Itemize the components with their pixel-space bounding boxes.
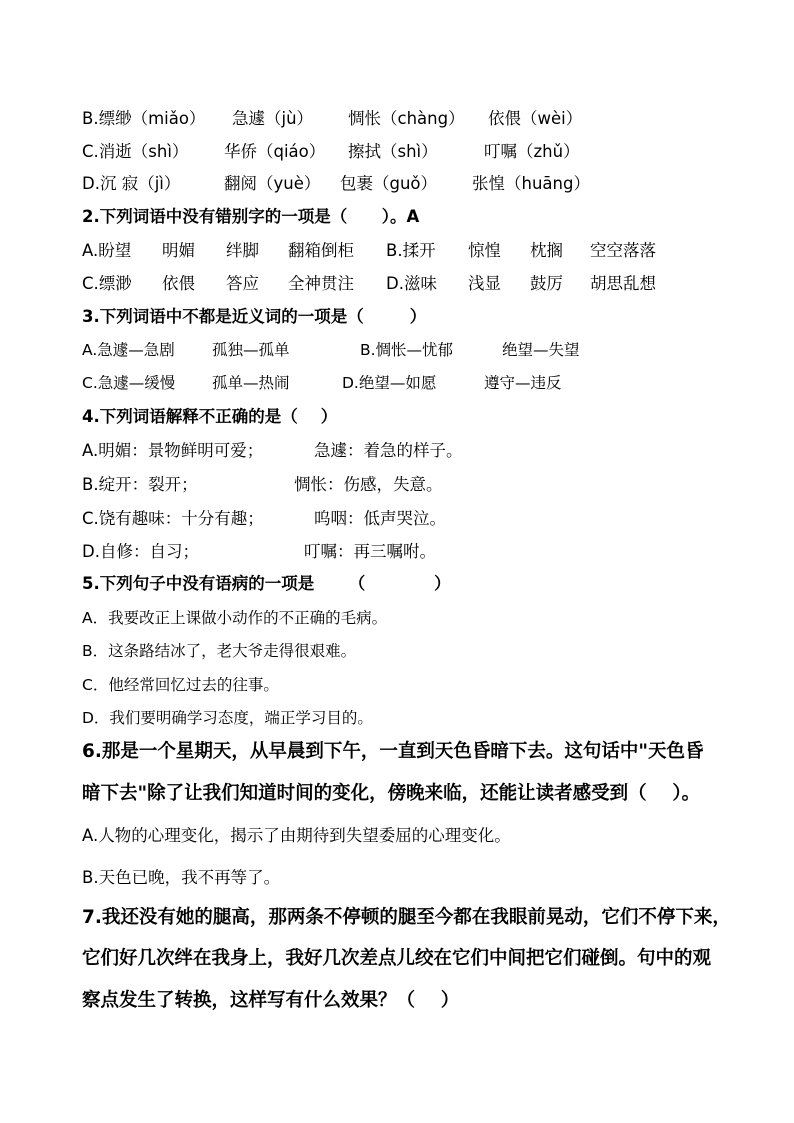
definition-item: C.饶有趣味：十分有趣； [82, 509, 264, 528]
word-pair: B.惆怅—忧郁 [360, 341, 454, 359]
definition-item: 呜咽：低声哭泣。 [314, 509, 446, 528]
question-7-line-1: 7.我还没有她的腿高，那两条不停顿的腿至今都在我眼前晃动，它们不停下来， [82, 907, 731, 928]
definition-item: 急遽：着急的样子。 [314, 441, 463, 460]
q5-option-c: C．他经常回忆过去的往事。 [82, 676, 279, 694]
pinyin-item: D.沉 寂（jì） [82, 174, 181, 193]
q5-option-b: B．这条路结冰了，老大爷走得很艰难。 [82, 642, 357, 660]
word-item: 空空落落 [590, 241, 656, 260]
word-pair: C.急遽—缓慢 [82, 374, 176, 392]
question-5: 5.下列句子中没有语病的一项是 （ ） [82, 574, 451, 593]
question-3: 3.下列词语中不都是近义词的一项是（ ） [82, 307, 427, 326]
question-7-line-3: 察点发生了转换，这样写有什么效果？（ ） [82, 990, 460, 1011]
word-item: 绊脚 [226, 241, 259, 260]
definition-item: B.绽开：裂开； [82, 475, 198, 494]
question-6-line-1: 6.那是一个星期天，从早晨到下午，一直到天色昏暗下去。这句话中"天色昏 [82, 741, 704, 762]
word-item: 翻箱倒柜 [288, 241, 354, 260]
definition-item: 叮嘱：再三嘱咐。 [304, 542, 436, 561]
definition-item: 惆怅：伤感，失意。 [294, 475, 443, 494]
pinyin-item: 叮嘱（zhǔ） [484, 142, 580, 161]
pinyin-item: 翻阅（yuè） [224, 174, 321, 193]
word-item: 枕搁 [530, 241, 563, 260]
q5-option-a: A．我要改正上课做小动作的不正确的毛病。 [82, 609, 388, 627]
word-item: A.盼望 [82, 241, 132, 260]
word-item: C.缥渺 [82, 274, 132, 293]
pinyin-item: 依偎（wèi） [488, 109, 583, 128]
definition-item: D.自修：自习； [82, 542, 199, 561]
q6-option-a: A.人物的心理变化，揭示了由期待到失望委屈的心理变化。 [82, 826, 511, 845]
word-pair: 孤单—热闹 [212, 374, 290, 392]
pinyin-item: 张惶（huāng） [472, 174, 590, 193]
word-pair: 孤独—孤单 [212, 341, 290, 359]
word-item: 依偎 [162, 274, 195, 293]
pinyin-item: B.缥缈（miǎo） [82, 109, 206, 128]
word-item: 浅显 [468, 274, 501, 293]
word-item: 惊惶 [468, 241, 501, 260]
definition-item: A.明媚：景物鲜明可爱； [82, 441, 264, 460]
q6-option-b: B.天色已晚，我不再等了。 [82, 868, 281, 887]
question-7-line-2: 它们好几次绊在我身上，我好几次差点儿绞在它们中间把它们碰倒。句中的观 [82, 948, 712, 969]
word-pair: 绝望—失望 [502, 341, 580, 359]
word-item: B.揉开 [386, 241, 436, 260]
pinyin-item: 包裹（guǒ） [340, 174, 438, 193]
word-item: 鼓厉 [530, 274, 563, 293]
q5-option-d: D．我们要明确学习态度，端正学习目的。 [82, 709, 373, 727]
word-pair: A.急遽—急剧 [82, 341, 175, 359]
word-item: 胡思乱想 [590, 274, 656, 293]
pinyin-item: 急遽（jù） [232, 109, 314, 128]
word-pair: D.绝望—如愿 [342, 374, 437, 392]
pinyin-item: 华侨（qiáo） [224, 142, 326, 161]
word-pair: 遵守—违反 [484, 374, 562, 392]
question-6-line-2: 暗下去"除了让我们知道时间的变化，傍晚来临，还能让读者感受到（ ）。 [82, 783, 701, 804]
pinyin-item: 惆怅（chàng） [348, 109, 465, 128]
word-item: 答应 [226, 274, 259, 293]
question-4: 4.下列词语解释不正确的是（ ） [82, 407, 338, 426]
word-item: 明媚 [162, 241, 195, 260]
word-item: D.滋味 [386, 274, 437, 293]
pinyin-item: 擦拭（shì） [348, 142, 438, 161]
word-item: 全神贯注 [288, 274, 354, 293]
pinyin-item: C.消逝（shì） [82, 142, 189, 161]
question-2: 2.下列词语中没有错别字的一项是（ ）。A [82, 207, 420, 226]
